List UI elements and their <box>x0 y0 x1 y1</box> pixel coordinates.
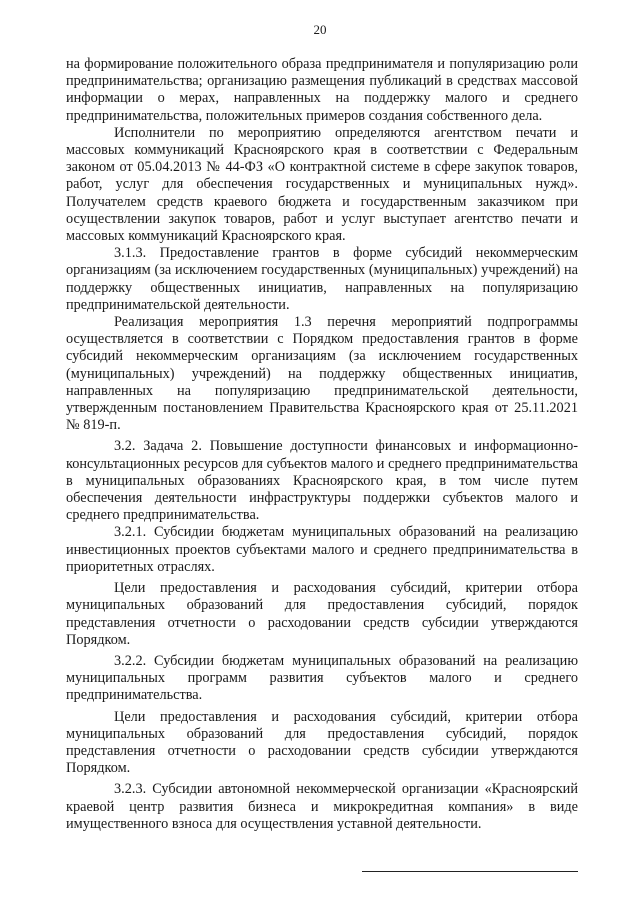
paragraph-executors: Исполнители по мероприятию определяются агентством печати и массовых коммуникаций Красноярского края в соответствии с Федеральным законом от 05.04.2013 № 44-ФЗ «О контрактной системе в сфере закупок товаров, работ, услуг для обеспечения государственных и муниципальных нужд». Получателем средств краевого бюджета и государственным заказчиком при осуществлении закупок товаров, работ и услуг выступает агентство печати и массовых коммуникаций Красноярского края. <box>66 124 578 245</box>
paragraph-media-publications: на формирование положительного образа предпринимателя и популяризацию роли предпринимательства; организацию размещения публикаций в средствах массовой информации о мерах, направленных на поддержку малого и среднего предпринимательства, положительных примеров создания собственного дела. <box>66 56 578 124</box>
paragraph-3-2-2-subsidies: 3.2.2. Субсидии бюджетам муниципальных образований на реализацию муниципальных программ развития субъектов малого и среднего предпринимательства. <box>66 652 578 704</box>
document-body <box>66 56 578 833</box>
footer-divider-line <box>362 871 578 872</box>
paragraph-3-1-3-grants: 3.1.3. Предоставление грантов в форме субсидий некоммерческим организациям (за исключением государственных (муниципальных) учреждений) на поддержку общественных инициатив, направленных на популяризацию предпринимательской деятельности. <box>66 245 578 313</box>
paragraph-3-2-1-subsidies: 3.2.1. Субсидии бюджетам муниципальных образований на реализацию инвестиционных проектов субъектами малого и среднего предпринимательства в приоритетных отраслях. <box>66 524 578 575</box>
paragraph-subsidy-goals-1: Цели предоставления и расходования субсидий, критерии отбора муниципальных образований для предоставления субсидий, порядок представления отчетности о расходовании средств субсидии утверждаются Порядком. <box>66 580 578 648</box>
page-number: 20 <box>313 22 327 37</box>
paragraph-subsidy-goals-2: Цели предоставления и расходования субсидий, критерии отбора муниципальных образований для предоставления субсидий, порядок представления отчетности о расходовании средств субсидии утверждаются Порядком. <box>66 708 578 777</box>
paragraph-3-2-3-subsidies: 3.2.3. Субсидии автономной некоммерческой организации «Красноярский краевой центр развития бизнеса и микрокредитная компания» в виде имущественного взноса для осуществления уставной деятельности. <box>66 781 578 832</box>
paragraph-implementation-1-3: Реализация мероприятия 1.3 перечня мероприятий подпрограммы осуществляется в соответствии с Порядком предоставления грантов в форме субсидий некоммерческим организациям (за исключением государственных (муниципальных) учреждений) на поддержку общественных инициатив, направленных на популяризацию предпринимательской деятельности, утвержденным постановлением Правительства Красноярского края от 25.11.2021 № 819-п. <box>66 314 578 434</box>
paragraph-3-2-task-2: 3.2. Задача 2. Повышение доступности финансовых и информационно-консультационных ресурсов для субъектов малого и среднего предпринимательства в муниципальных образованиях Красноярского края, в том числе путем обеспечения деятельности инфраструктуры поддержки субъектов малого и среднего предпринимательства. <box>66 438 578 524</box>
